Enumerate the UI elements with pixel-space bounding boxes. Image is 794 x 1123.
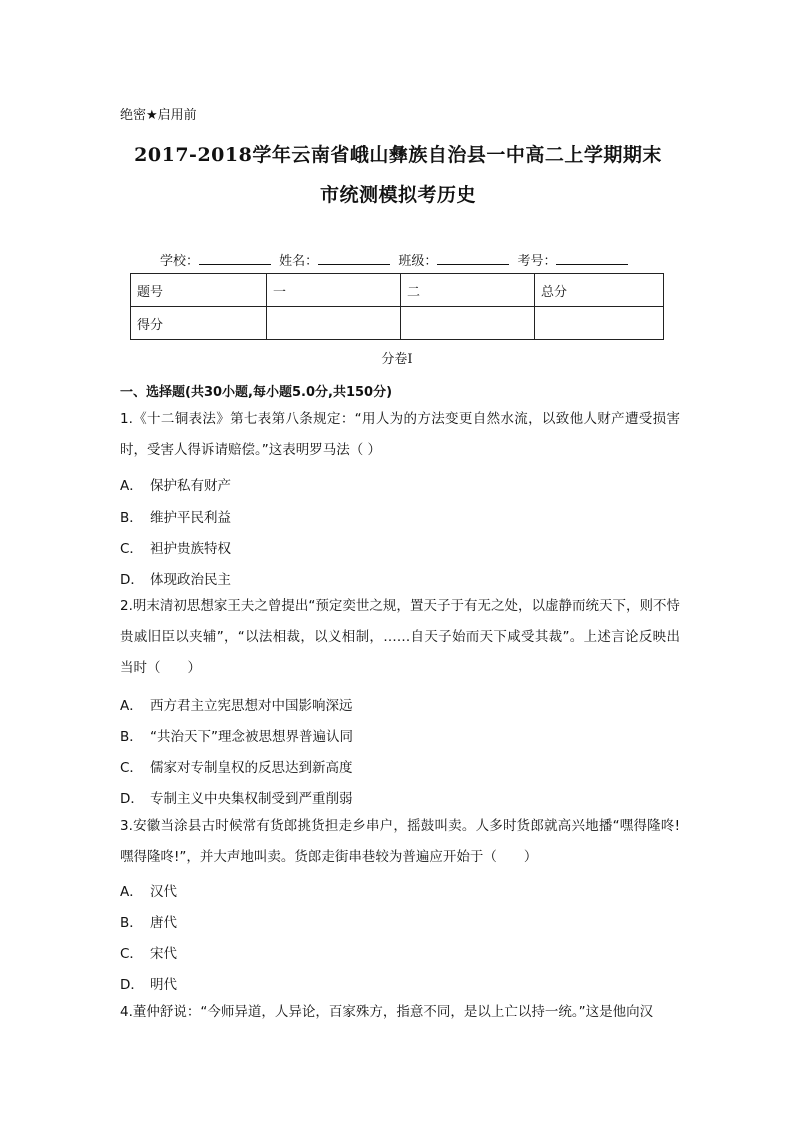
question-stem: 4.董仲舒说：“今师异道，人异论，百家殊方，指意不同，是以上亡以持一统。”这是他向汉 [120, 1004, 654, 1020]
option-letter: B． [120, 729, 143, 745]
option-c[interactable] [120, 756, 353, 776]
option-b[interactable] [120, 506, 231, 526]
option-text: 汉代 [150, 884, 177, 900]
student-info-line [160, 250, 632, 269]
option-letter: A． [120, 698, 143, 714]
name-blank[interactable] [318, 252, 390, 265]
option-letter: B． [120, 510, 143, 526]
school-label: 学校： [160, 254, 200, 269]
option-a[interactable] [120, 694, 353, 714]
option-text: 体现政治民主 [150, 572, 231, 588]
option-text: 唐代 [150, 915, 177, 931]
name-label: 姓名： [279, 254, 319, 269]
option-letter: D． [120, 977, 144, 993]
option-letter: D． [120, 572, 144, 588]
option-letter: C． [120, 760, 143, 776]
option-text: 宋代 [150, 946, 177, 962]
option-d[interactable] [120, 787, 353, 807]
option-c[interactable] [120, 537, 231, 557]
secret-label: 绝密★启用前 [120, 108, 197, 123]
option-a[interactable] [120, 880, 177, 900]
score-input-cell[interactable] [267, 307, 401, 340]
option-text: 保护私有财产 [150, 478, 231, 494]
page-title-line1: 2017-2018学年云南省峨山彝族自治县一中高二上学期期末 [134, 144, 662, 166]
option-d[interactable] [120, 568, 231, 588]
table-cell: 一 [267, 274, 401, 307]
option-letter: D． [120, 791, 144, 807]
table-cell: 总分 [535, 274, 664, 307]
question-stem: 2.明末清初思想家王夫之曾提出“预定奕世之规，置天子于有无之处，以虚静而统天下，则不恃贵戚旧臣以夹辅”，“以法相裁，以义相制，……自天子始而天下咸受其裁”。上述言论反映出当时（ ） [120, 598, 680, 676]
table-row [131, 307, 664, 340]
option-text: 明代 [150, 977, 177, 993]
option-letter: B． [120, 915, 143, 931]
part-label: 分卷I [381, 352, 413, 367]
option-letter: A． [120, 884, 143, 900]
option-b[interactable] [120, 725, 353, 745]
option-text: 西方君主立宪思想对中国影响深远 [150, 698, 353, 714]
page-title-line2: 市统测模拟考历史 [319, 184, 476, 206]
exam-number-label: 考号： [517, 254, 557, 269]
class-label: 班级： [398, 254, 438, 269]
option-text: 儒家对专制皇权的反思达到新高度 [150, 760, 353, 776]
option-c[interactable] [120, 942, 177, 962]
option-letter: A． [120, 478, 143, 494]
option-text: 袒护贵族特权 [150, 541, 231, 557]
question-stem: 1.《十二铜表法》第七表第八条规定：“用人为的方法变更自然水流，以致他人财产遭受损害时，受害人得诉请赔偿。”这表明罗马法（ ） [120, 411, 680, 458]
option-letter: C． [120, 946, 143, 962]
score-table [130, 273, 664, 340]
table-cell: 题号 [131, 274, 267, 307]
exam-number-blank[interactable] [556, 252, 628, 265]
table-row [131, 274, 664, 307]
option-text: 维护平民利益 [150, 510, 231, 526]
table-cell: 得分 [131, 307, 267, 340]
table-cell: 二 [401, 274, 535, 307]
option-a[interactable] [120, 474, 231, 494]
section-title: 一、选择题(共30小题,每小题5.0分,共150分) [120, 385, 393, 400]
option-text: “共治天下”理念被思想界普遍认同 [150, 729, 353, 745]
option-letter: C． [120, 541, 143, 557]
school-blank[interactable] [199, 252, 271, 265]
score-input-cell[interactable] [401, 307, 535, 340]
class-blank[interactable] [437, 252, 509, 265]
option-b[interactable] [120, 911, 177, 931]
question-stem: 3.安徽当涂县古时候常有货郎挑货担走乡串户，摇鼓叫卖。人多时货郎就高兴地播“嘿得隆咚!嘿得隆咚!”，并大声地叫卖。货郎走街串巷较为普遍应开始于（ ） [120, 818, 680, 865]
option-text: 专制主义中央集权制受到严重削弱 [150, 791, 353, 807]
score-input-cell[interactable] [535, 307, 664, 340]
option-d[interactable] [120, 973, 177, 993]
